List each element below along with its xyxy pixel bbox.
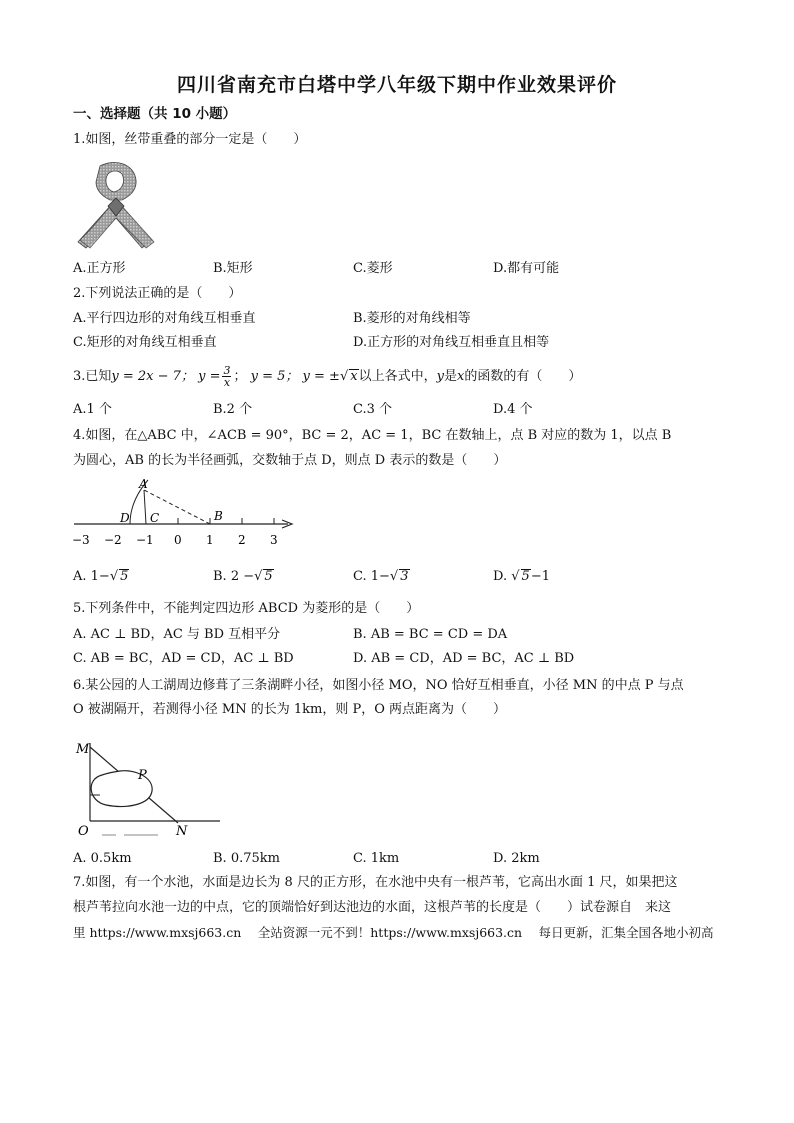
q3-suffix: 以上各式中， bbox=[358, 369, 437, 384]
q5-option-b[interactable]: B. AB = BC = CD = DA bbox=[353, 627, 508, 642]
q4-stem-line2: 为圆心，AB 的长为半径画弧，交数轴于点 D，则点 D 表示的数是（ ） bbox=[73, 453, 507, 468]
label-m: M bbox=[76, 742, 90, 757]
number-line-figure bbox=[70, 472, 300, 552]
q3-options bbox=[73, 401, 733, 419]
q4-d-radicand: 5 bbox=[521, 569, 530, 584]
q4-c-radicand: 3 bbox=[400, 569, 409, 584]
q6-option-c[interactable]: C. 1km bbox=[353, 851, 400, 866]
label-p: P bbox=[138, 768, 147, 783]
q6-stem-line2: O 被湖隔开，若测得小径 MN 的长为 1km，则 P，O 两点距离为（ ） bbox=[73, 702, 507, 717]
q5-options-row1 bbox=[73, 626, 733, 644]
q2-options-row2 bbox=[73, 334, 733, 352]
q1-option-d[interactable]: D.都有可能 bbox=[493, 261, 560, 276]
q3-option-d[interactable]: D.4 个 bbox=[493, 402, 533, 417]
sqrt-icon: √ bbox=[389, 569, 399, 584]
page-title: 四川省南充市白塔中学八年级下期中作业效果评价 bbox=[176, 74, 617, 96]
tick-label: −1 bbox=[136, 533, 154, 547]
tick-label: 2 bbox=[238, 533, 246, 547]
q3-suffix3: 的函数的有（ ） bbox=[464, 369, 582, 384]
q4-option-d[interactable] bbox=[493, 568, 550, 586]
label-d: D bbox=[120, 511, 130, 525]
q4-option-a[interactable] bbox=[73, 568, 129, 586]
q4-options bbox=[73, 568, 733, 586]
q4-stem-line1: 4.如图，在△ABC 中，∠ACB = 90°，BC = 2，AC = 1，BC 在数轴上，点 B 对应的数为 1，以点 B bbox=[73, 428, 672, 443]
tick-label: −2 bbox=[104, 533, 122, 547]
q4-c-pre: C. 1− bbox=[353, 569, 390, 584]
q6-option-b[interactable]: B. 0.75km bbox=[213, 851, 280, 866]
q2-option-b[interactable]: B.菱形的对角线相等 bbox=[353, 311, 471, 326]
section-heading: 一、选择题（共 10 小题） bbox=[73, 106, 237, 122]
q6-option-d[interactable]: D. 2km bbox=[493, 851, 540, 866]
q5-option-a[interactable]: A. AC ⊥ BD，AC 与 BD 互相平分 bbox=[73, 627, 281, 642]
q3-x: x bbox=[456, 369, 465, 384]
sqrt-icon: √ bbox=[339, 369, 349, 384]
q3-prefix: 3.已知 bbox=[73, 369, 112, 384]
q3-option-a[interactable]: A.1 个 bbox=[73, 402, 112, 417]
ribbon-figure bbox=[76, 160, 156, 252]
tick-label: 3 bbox=[270, 533, 278, 547]
q3-expr-2b: ； bbox=[233, 369, 247, 384]
q1-options bbox=[73, 260, 733, 278]
q5-options-row2 bbox=[73, 650, 733, 668]
tick-label: 1 bbox=[206, 533, 214, 547]
sqrt-icon: √ bbox=[109, 569, 119, 584]
q7-line2: 根芦苇拉向水池一边的中点，它的顶端恰好到达池边的水面，这根芦苇的长度是（ ）试卷源自 来这 bbox=[73, 900, 672, 915]
q3-suffix2: 是 bbox=[443, 369, 457, 384]
q3-frac-num: 3 bbox=[223, 364, 231, 377]
label-o: O bbox=[78, 824, 89, 839]
q2-option-c[interactable]: C.矩形的对角线互相垂直 bbox=[73, 335, 217, 350]
tick-label: 0 bbox=[174, 533, 182, 547]
q4-b-pre: B. 2 − bbox=[213, 569, 255, 584]
q2-stem: 2.下列说法正确的是（ ） bbox=[73, 286, 242, 301]
q3-fraction bbox=[222, 365, 231, 388]
lake-figure bbox=[72, 735, 222, 840]
q2-option-a[interactable]: A.平行四边形的对角线互相垂直 bbox=[73, 311, 256, 326]
q4-a-radicand: 5 bbox=[120, 569, 129, 584]
sqrt-icon: √ bbox=[511, 569, 520, 584]
q3-option-c[interactable]: C.3 个 bbox=[353, 402, 393, 417]
q4-option-c[interactable] bbox=[353, 568, 410, 586]
q1-stem: 1.如图，丝带重叠的部分一定是（ ） bbox=[73, 132, 307, 147]
label-n: N bbox=[176, 824, 188, 839]
q3-option-b[interactable]: B.2 个 bbox=[213, 402, 253, 417]
q4-b-radicand: 5 bbox=[264, 569, 273, 584]
q4-a-pre: A. 1− bbox=[73, 569, 110, 584]
q6-options bbox=[73, 850, 733, 868]
q7-line1: 7.如图，有一个水池，水面是边长为 8 尺的正方形，在水池中央有一根芦苇，它高出水面 1 尺，如果把这 bbox=[73, 875, 678, 890]
label-c: C bbox=[150, 511, 160, 525]
q6-stem-line1: 6.某公园的人工湖周边修葺了三条湖畔小径，如图小径 MO，NO 恰好互相垂直，小径 MN 的中点 P 与点 bbox=[73, 678, 684, 693]
q2-options-row1 bbox=[73, 310, 733, 328]
q7-line3: 里 https://www.mxsj663.cn 全站资源一元不到！https://www.mxsj663.cn 每日更新，汇集全国各地小初高 bbox=[73, 925, 714, 940]
q4-option-b[interactable] bbox=[213, 568, 274, 586]
q1-option-b[interactable]: B.矩形 bbox=[213, 261, 253, 276]
label-a: A bbox=[139, 477, 148, 491]
q6-option-a[interactable]: A. 0.5km bbox=[73, 851, 132, 866]
q3-expr-1: y = 2x − 7； bbox=[111, 369, 194, 384]
q4-d-post: −1 bbox=[530, 569, 550, 584]
sqrt-icon: √ bbox=[254, 569, 263, 584]
q5-option-d[interactable]: D. AB = CD，AD = BC，AC ⊥ BD bbox=[353, 651, 575, 666]
q2-option-d[interactable]: D.正方形的对角线互相垂直且相等 bbox=[353, 335, 550, 350]
q1-option-a[interactable]: A.正方形 bbox=[73, 261, 126, 276]
label-b: B bbox=[214, 509, 223, 523]
q3-frac-den: x bbox=[223, 376, 231, 389]
q1-option-c[interactable]: C.菱形 bbox=[353, 261, 393, 276]
q5-option-c[interactable]: C. AB = BC，AD = CD，AC ⊥ BD bbox=[73, 651, 294, 666]
q3-expr-3: y = 5； bbox=[250, 369, 299, 384]
q4-d-pre: D. bbox=[493, 569, 512, 584]
q3-expr-4-radicand: x bbox=[350, 369, 358, 384]
q3-expr-4a: y = ± bbox=[302, 369, 340, 384]
q5-stem: 5.下列条件中，不能判定四边形 ABCD 为菱形的是（ ） bbox=[73, 601, 420, 616]
q3-expr-2a: y = bbox=[198, 369, 221, 384]
q3-y: y bbox=[436, 369, 444, 384]
tick-label: −3 bbox=[72, 533, 90, 547]
q3-stem bbox=[73, 364, 581, 390]
